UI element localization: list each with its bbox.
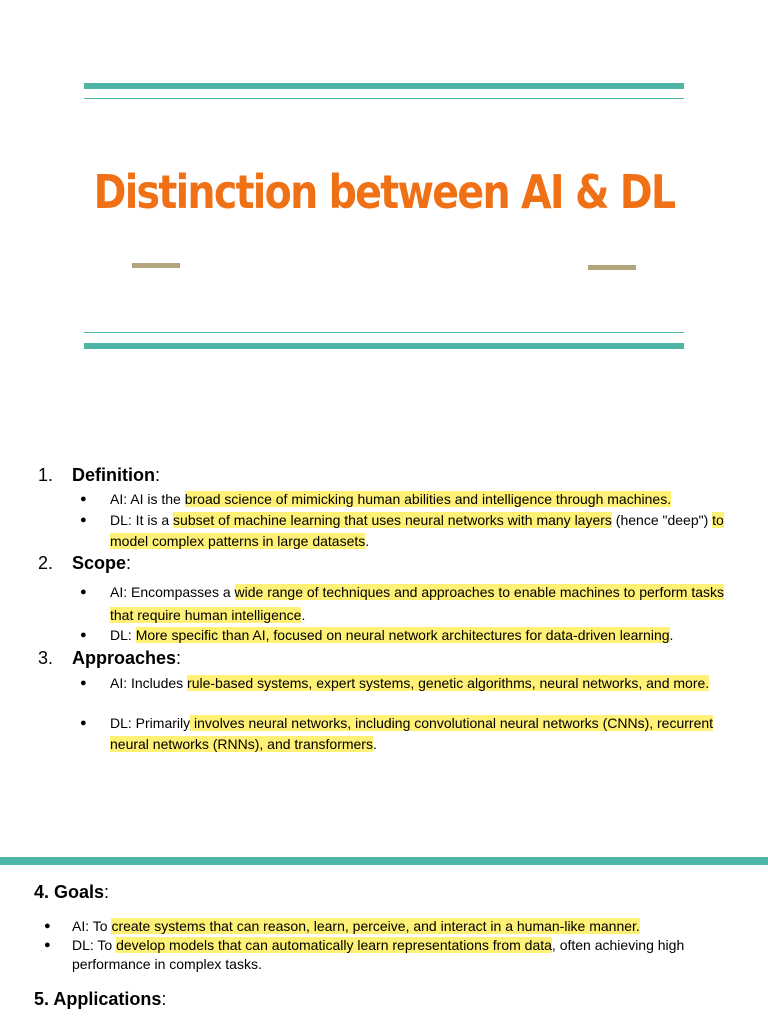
- highlighted-text: rule-based systems, expert systems, genetic algorithms, neural networks, and more.: [187, 675, 710, 691]
- bullet-icon: ●: [80, 629, 87, 641]
- decorative-dash-left: [132, 263, 180, 268]
- section-label: Scope: [72, 553, 127, 573]
- highlighted-text: involves neural networks, including convolutional neural networks (CNNs), recurrent neural networks (RNNs), and transformers: [110, 715, 714, 752]
- section-label: Definition: [72, 465, 155, 485]
- highlighted-text: develop models that can automatically learn representations from data: [116, 937, 552, 953]
- page-divider: [0, 857, 768, 865]
- bullet-icon: ●: [80, 493, 87, 505]
- highlighted-text: broad science of mimicking human abilities and intelligence through machines.: [184, 491, 672, 507]
- section-number: 3.: [38, 648, 54, 668]
- text: , often achieving high performance in complex tasks.: [72, 937, 685, 972]
- text: DL: It is a: [110, 512, 174, 528]
- highlighted-text: create systems that can reason, learn, perceive, and interact in a human-like manner.: [111, 918, 640, 934]
- text: AI: To: [72, 918, 112, 934]
- bullet-icon: ●: [80, 586, 87, 598]
- text: DL: Primarily: [110, 715, 191, 731]
- section-label: 4. Goals: [34, 882, 105, 902]
- decorative-dash-right: [588, 265, 636, 270]
- section-heading-definition: [38, 465, 160, 486]
- list-item: [80, 713, 730, 755]
- highlighted-text: wide range of techniques and approaches to enable machines to perform tasks that require human intelligence: [110, 584, 725, 623]
- list-item: [80, 510, 730, 552]
- colon: :: [104, 882, 110, 902]
- page-title: Distinction between AI & DL: [93, 165, 675, 219]
- section-label: Approaches: [72, 648, 177, 668]
- list-item: [44, 936, 734, 974]
- section-heading-scope: [38, 553, 131, 574]
- colon: :: [126, 553, 132, 573]
- bullet-icon: ●: [44, 939, 51, 951]
- text: DL: To: [72, 937, 117, 953]
- highlighted-text: subset of machine learning that uses neural networks with many layers: [173, 512, 612, 528]
- colon: :: [161, 989, 167, 1009]
- bottom-thin-rule: [84, 332, 684, 333]
- bullet-icon: ●: [44, 920, 51, 932]
- text: .: [301, 607, 306, 623]
- bullet-icon: ●: [80, 677, 87, 689]
- top-thick-rule: [84, 83, 684, 89]
- list-item: [80, 581, 730, 627]
- bullet-icon: ●: [80, 514, 87, 526]
- text: DL:: [110, 627, 136, 643]
- text: AI: AI is the: [110, 491, 185, 507]
- text: .: [372, 736, 377, 752]
- section-label: 5. Applications: [34, 989, 162, 1009]
- bottom-thick-rule: [84, 343, 684, 349]
- section-heading-applications: [34, 989, 166, 1010]
- top-thin-rule: [84, 98, 684, 99]
- colon: :: [155, 465, 161, 485]
- list-item: [80, 625, 730, 646]
- text: (hence "deep"): [611, 512, 713, 528]
- text: .: [669, 627, 674, 643]
- section-number: 2.: [38, 553, 54, 573]
- highlighted-text: More specific than AI, focused on neural network architectures for data-driven learning: [135, 627, 670, 643]
- list-item: [44, 917, 734, 936]
- section-heading-approaches: [38, 648, 181, 669]
- highlighted-text: to model complex patterns in large datasets: [110, 512, 724, 549]
- section-heading-goals: [34, 882, 109, 903]
- list-item: [80, 673, 730, 693]
- list-item: [80, 489, 730, 510]
- text: AI: Includes: [110, 675, 188, 691]
- text: .: [365, 533, 370, 549]
- text: AI: Encompasses a: [110, 584, 235, 600]
- colon: :: [176, 648, 182, 668]
- bullet-icon: ●: [80, 717, 87, 729]
- section-number: 1.: [38, 465, 54, 485]
